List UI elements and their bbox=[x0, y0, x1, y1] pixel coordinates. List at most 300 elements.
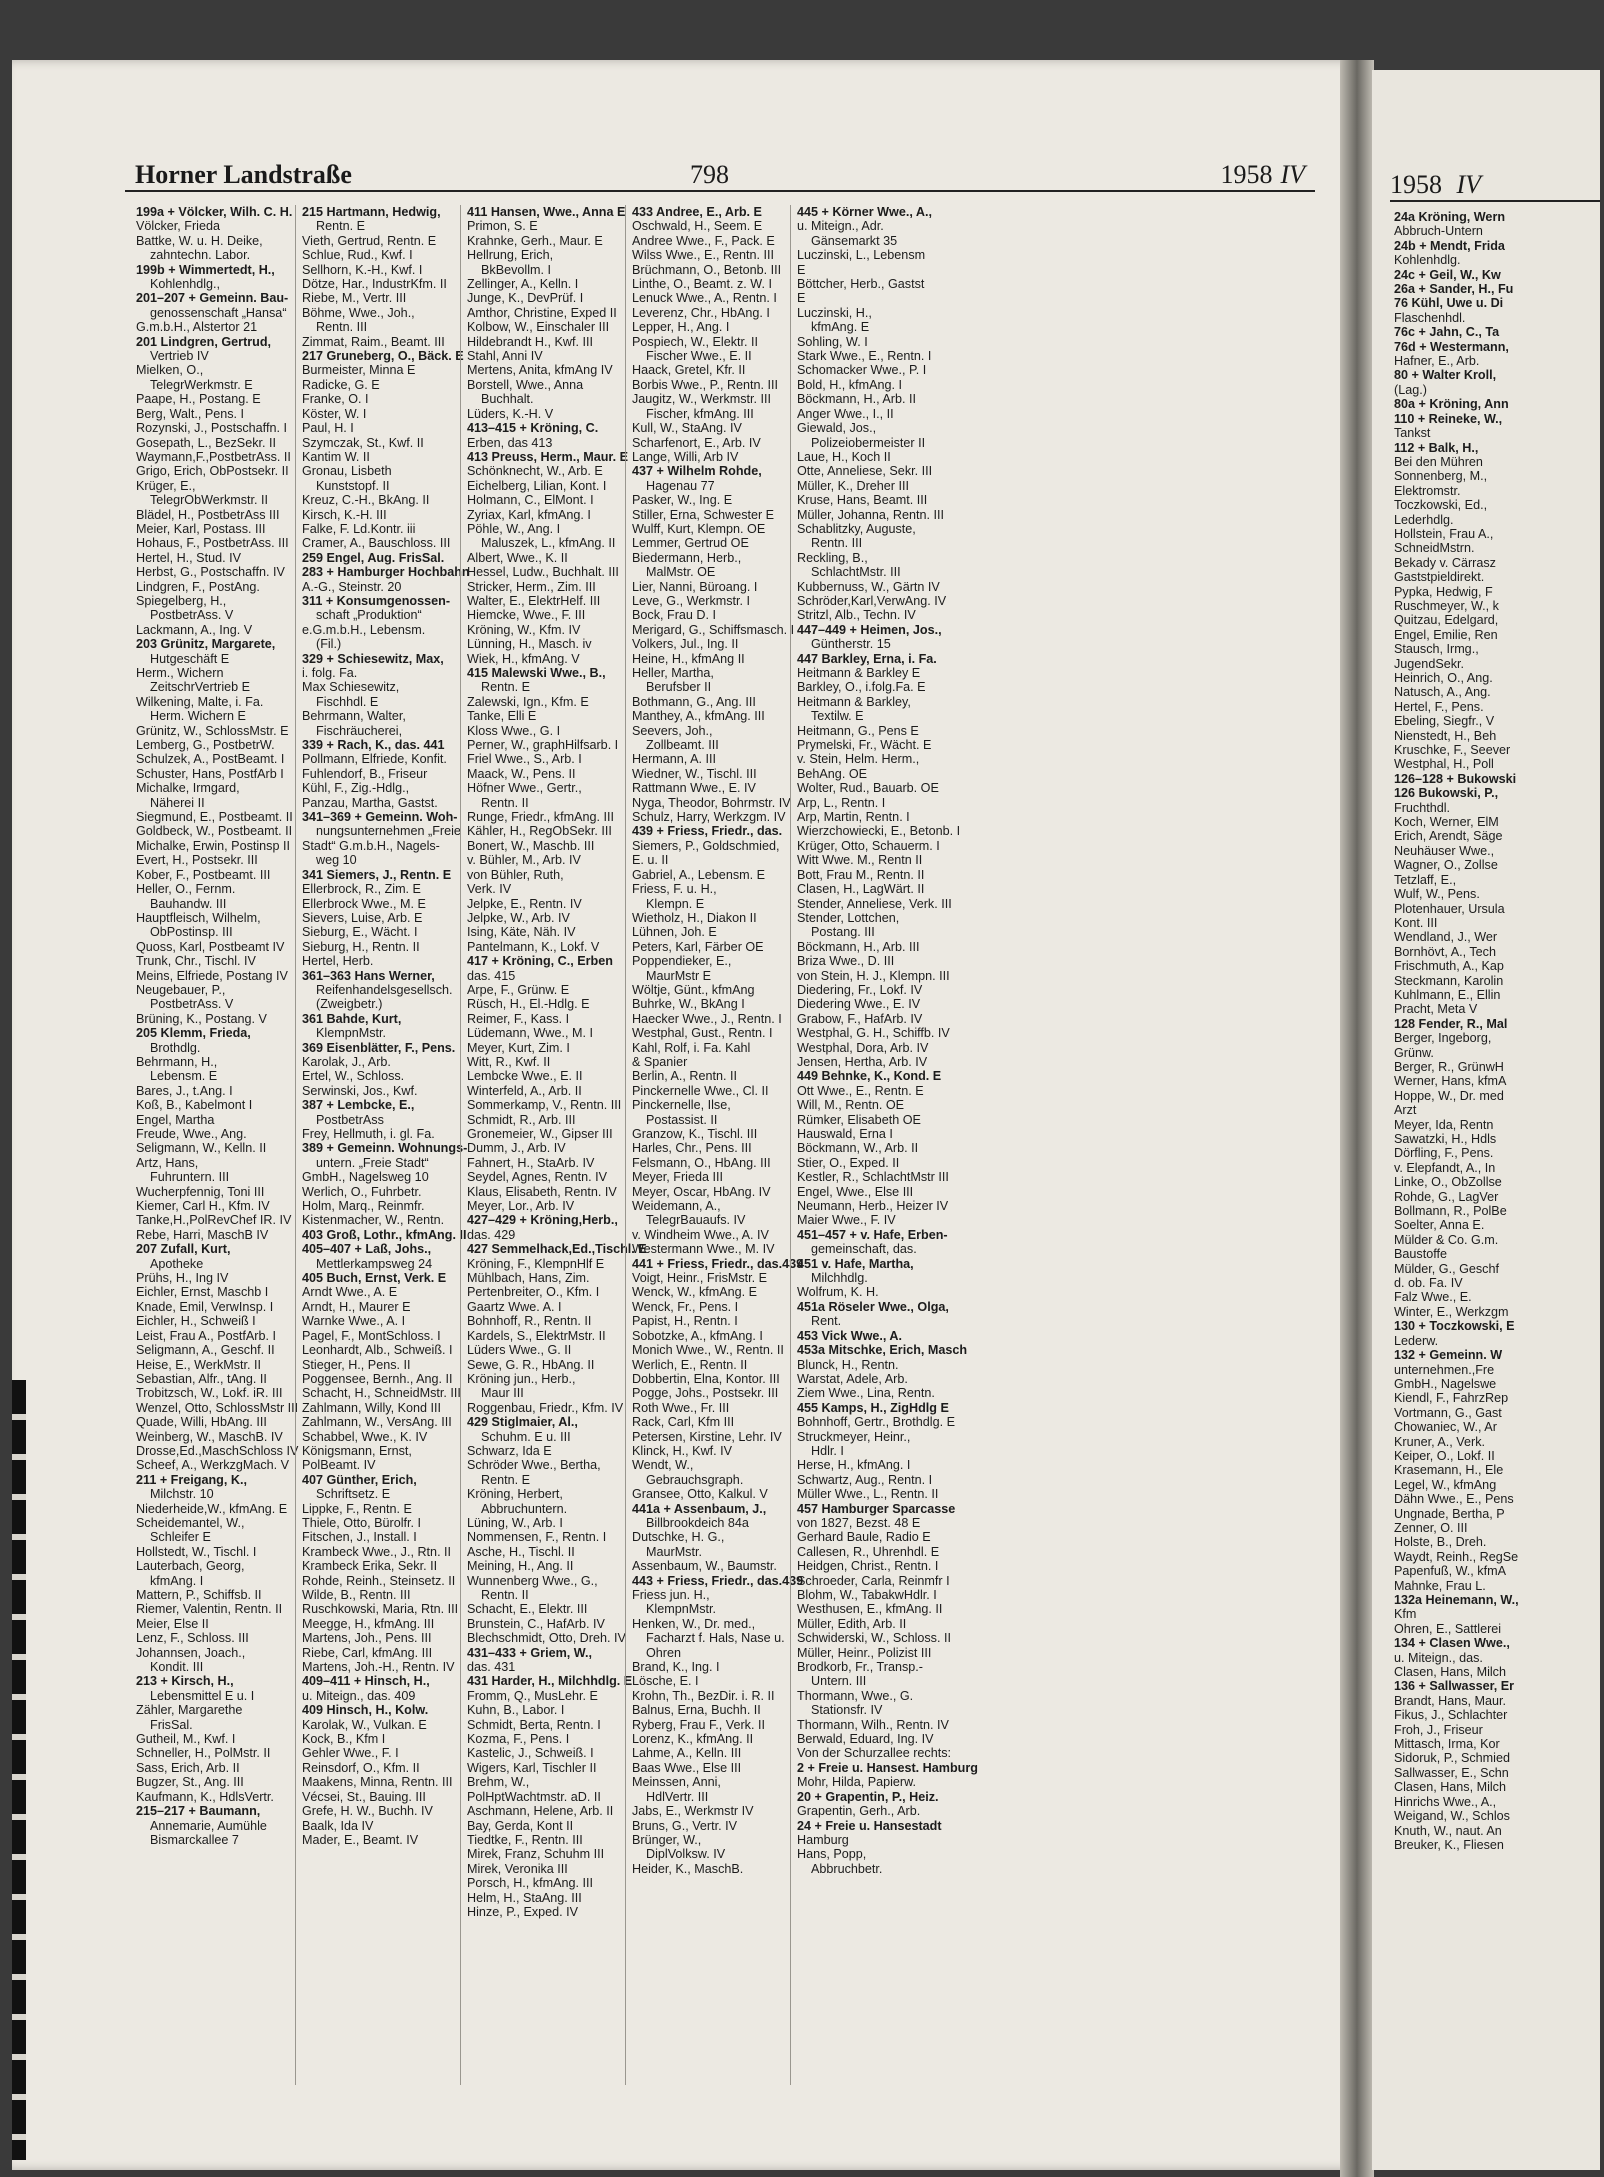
entry-line: Lier, Nanni, Büroang. I bbox=[632, 579, 758, 594]
street-name: Horner Landstraße bbox=[135, 160, 352, 189]
right-entry-line: Elektromstr. bbox=[1394, 483, 1461, 498]
entry-line: Schacht, E., Elektr. III bbox=[467, 1602, 588, 1617]
entry-line: Buhrke, W., BkAng I bbox=[632, 997, 745, 1012]
right-entry-line: Arzt bbox=[1394, 1103, 1417, 1118]
entry-line: Neumann, Herb., Heizer IV bbox=[797, 1199, 949, 1214]
entry-line: Rebe, Harri, MaschB IV bbox=[136, 1227, 269, 1242]
entry-line: Brünger, W., bbox=[632, 1832, 702, 1847]
entry-line: Anger Wwe., I., II bbox=[797, 406, 894, 421]
right-entry-line: Waydt, Reinh., RegSe bbox=[1394, 1549, 1519, 1564]
entry-line: Zollbeamt. III bbox=[646, 738, 719, 753]
entry-line: Nommensen, F., Rentn. I bbox=[467, 1530, 607, 1545]
entry-line: Hohaus, F., PostbetrAss. III bbox=[136, 536, 289, 551]
entry-line: von Bühler, Ruth, bbox=[467, 867, 564, 882]
entry-line: Fischräucherei, bbox=[316, 723, 403, 738]
entry-line: Brüning, K., Postang. V bbox=[136, 1011, 267, 1026]
entry-line: Linthe, O., Beamt. z. W. I bbox=[632, 277, 772, 292]
entry-line: Untern. III bbox=[811, 1674, 867, 1689]
entry-line: Burmeister, Minna E bbox=[302, 363, 416, 378]
entry-line: Walter, E., ElektrHelf. III bbox=[467, 593, 601, 608]
entry-line: Kistenmacher, W., Rentn. bbox=[302, 1213, 445, 1228]
right-entry-line: Engel, Emilie, Ren bbox=[1394, 627, 1498, 642]
right-entry-line: 80a + Kröning, Ann bbox=[1394, 397, 1509, 412]
entry-line: Thormann, Wwe., G. bbox=[797, 1688, 914, 1703]
entry-line: Blädel, H., PostbetrAss III bbox=[136, 507, 280, 522]
right-entry-line: Froh, J., Friseur bbox=[1394, 1722, 1483, 1737]
entry-line: Berg, Walt., Pens. I bbox=[136, 406, 245, 421]
entry-line: Lange, Willi, Arb IV bbox=[632, 449, 739, 464]
entry-line: Böckmann, H., Arb. II bbox=[797, 392, 916, 407]
entry-line: Krambeck Erika, Sekr. II bbox=[302, 1559, 438, 1574]
entry-line: Lüdemann, Wwe., M. I bbox=[467, 1026, 593, 1041]
entry-line: Petersen, Kirstine, Lehr. IV bbox=[632, 1429, 782, 1444]
entry-line: Evert, H., Postsekr. III bbox=[136, 853, 258, 868]
entry-line: 213 + Kirsch, H., bbox=[136, 1674, 234, 1689]
entry-line: Lühnen, Joh. E bbox=[632, 925, 717, 940]
entry-line: Winterfeld, A., Arb. II bbox=[467, 1083, 582, 1098]
entry-line: 453 Vick Wwe., A. bbox=[797, 1328, 902, 1343]
entry-line: Behrmann, H., bbox=[136, 1054, 218, 1069]
entry-line: Westphal, Gust., Rentn. I bbox=[632, 1026, 773, 1041]
entry-line: Westermann Wwe., M. IV bbox=[632, 1242, 775, 1257]
entry-line: Westphal, Dora, Arb. IV bbox=[797, 1040, 929, 1055]
right-entry-line: Steckmann, Karolin bbox=[1394, 973, 1504, 988]
entry-line: Arp, Martin, Rentn. I bbox=[797, 810, 910, 825]
right-entry-line: Meyer, Ida, Rentn bbox=[1394, 1117, 1494, 1132]
right-entry-line: Westphal, H., Poll bbox=[1394, 757, 1494, 772]
right-entry-line: Rohde, G., LagVer bbox=[1394, 1189, 1499, 1204]
entry-line: Grünitz, W., SchlossMstr. E bbox=[136, 723, 289, 738]
entry-line: Meegge, H., kfmAng. III bbox=[302, 1616, 435, 1631]
right-entry-line: Krasemann, H., Ele bbox=[1394, 1463, 1504, 1478]
entry-line: Krüger, Otto, Schauerm. I bbox=[797, 838, 940, 853]
entry-line: & Spanier bbox=[632, 1054, 688, 1069]
entry-line: weg 10 bbox=[316, 853, 357, 868]
entry-line: Sohling, W. I bbox=[797, 334, 868, 349]
entry-line: Leverenz, Chr., HbAng. I bbox=[632, 305, 770, 320]
entry-line: Bay, Gerda, Kont II bbox=[467, 1818, 574, 1833]
entry-line: Borbis Wwe., P., Rentn. III bbox=[632, 377, 779, 392]
entry-line: Luczinski, L., Lebensm bbox=[797, 248, 926, 263]
entry-line: Monich Wwe., W., Rentn. II bbox=[632, 1343, 784, 1358]
right-entry-line: Abbruch-Untern bbox=[1394, 224, 1483, 239]
entry-line: Bott, Frau M., Rentn. II bbox=[797, 867, 925, 882]
entry-line: Heitmann, G., Pens E bbox=[797, 723, 919, 738]
entry-line: 2 + Freie u. Hansest. Hamburg bbox=[797, 1760, 978, 1775]
entry-line: 427 Semmelhack,Ed.,Tischl. E bbox=[467, 1242, 647, 1257]
entry-line: Rentn. E bbox=[481, 680, 531, 695]
entry-line: 207 Zufall, Kurt, bbox=[136, 1242, 231, 1257]
entry-line: Wierzchowiecki, E., Betonb. I bbox=[797, 824, 961, 839]
entry-line: Schmidt, R., Arb. III bbox=[467, 1112, 576, 1127]
right-entry-line: 132a Heinemann, W., bbox=[1394, 1593, 1519, 1607]
right-entry-line: 24a Kröning, Wern bbox=[1394, 210, 1506, 224]
entry-line: Ising, Käte, Näh. IV bbox=[467, 925, 576, 940]
entry-line: Poggensee, Bernh., Ang. II bbox=[302, 1371, 453, 1386]
entry-line: Kozma, F., Pens. I bbox=[467, 1732, 570, 1747]
entry-line: Schneller, H., PolMstr. II bbox=[136, 1746, 271, 1761]
entry-line: Kull, W., StaAng. IV bbox=[632, 421, 742, 436]
right-entry-line: Mahnke, Frau L. bbox=[1394, 1578, 1486, 1593]
entry-line: Zyriax, Karl, kfmAng. I bbox=[467, 507, 591, 522]
entry-line: 417 + Kröning, C., Erben bbox=[467, 954, 613, 969]
entry-line: Milchstr. 10 bbox=[150, 1487, 214, 1502]
entry-line: E bbox=[797, 291, 806, 306]
entry-line: Blechschmidt, Otto, Dreh. IV bbox=[467, 1631, 626, 1646]
entry-line: Verk. IV bbox=[467, 882, 512, 897]
entry-line: 407 Günther, Erich, bbox=[302, 1472, 417, 1487]
entry-line: Schacht, H., SchneidMstr. III bbox=[302, 1386, 461, 1401]
entry-line: Mettlerkampsweg 24 bbox=[316, 1256, 433, 1271]
entry-line: PostbetrAss bbox=[316, 1112, 384, 1127]
entry-line: Trobitzsch, W., Lokf. iR. III bbox=[136, 1386, 283, 1401]
entry-line: Arndt, H., Maurer E bbox=[302, 1299, 411, 1314]
entry-line: Kondit. III bbox=[150, 1660, 204, 1675]
entry-line: Thormann, Wilh., Rentn. IV bbox=[797, 1717, 949, 1732]
right-entry-line: Berger, R., GrünwH bbox=[1394, 1059, 1504, 1074]
entry-line: Schröder,Karl,VerwAng. IV bbox=[797, 593, 947, 608]
right-entry-line: Toczkowski, Ed., bbox=[1394, 498, 1488, 513]
entry-line: Albert, Wwe., K. II bbox=[467, 550, 568, 565]
entry-line: Barkley, O., i.folg.Fa. E bbox=[797, 680, 926, 695]
entry-line: Perner, W., graphHilfsarb. I bbox=[467, 738, 619, 753]
entry-line: Schomacker Wwe., P. I bbox=[797, 363, 927, 378]
entry-line: Schriftsetz. E bbox=[316, 1487, 391, 1502]
entry-line: 411 Hansen, Wwe., Anna E bbox=[467, 205, 626, 219]
entry-line: Granzow, K., Tischl. III bbox=[632, 1127, 758, 1141]
entry-line: Mielken, O., bbox=[136, 363, 204, 378]
entry-line: Krohn, Th., BezDir. i. R. II bbox=[632, 1688, 775, 1703]
entry-line: 405 Buch, Ernst, Verk. E bbox=[302, 1271, 447, 1286]
entry-line: Seligmann, A., Geschf. II bbox=[136, 1343, 275, 1358]
entry-line: Rüsch, H., El.-Hdlg. E bbox=[467, 997, 590, 1012]
right-entry-line: Vortmann, G., Gast bbox=[1394, 1405, 1502, 1420]
entry-line: Riebe, Carl, kfmAng. III bbox=[302, 1645, 433, 1660]
entry-line: das. 415 bbox=[467, 968, 516, 983]
entry-line: Ruschkowski, Maria, Rtn. III bbox=[302, 1602, 459, 1617]
column-5 bbox=[790, 205, 978, 2085]
entry-line: Schulzek, A., PostBeamt. I bbox=[136, 752, 285, 767]
entry-line: Vieth, Gertrud, Rentn. E bbox=[302, 233, 437, 248]
entry-line: Goldbeck, W., Postbeamt. II bbox=[136, 824, 293, 839]
entry-line: v. Stein, Helm. Herm., bbox=[797, 752, 920, 767]
entry-line: Völcker, Frieda bbox=[136, 219, 220, 234]
entry-line: 20 + Grapentin, P., Heiz. bbox=[797, 1789, 939, 1804]
right-entry-line: Ebeling, Siegfr., V bbox=[1394, 714, 1495, 729]
entry-line: Serwinski, Jos., Kwf. bbox=[302, 1083, 418, 1098]
entry-line: Sellhorn, K.-H., Kwf. I bbox=[302, 262, 423, 277]
entry-line: 439 + Friess, Friedr., das. bbox=[632, 824, 783, 839]
right-entry-line: Stausch, Irmg., bbox=[1394, 642, 1479, 657]
entry-line: Lindgren, F., PostAng. bbox=[136, 579, 260, 594]
right-entry-line: Kruner, A., Verk. bbox=[1394, 1434, 1486, 1449]
entry-line: BehAng. OE bbox=[797, 766, 868, 781]
entry-line: Heider, K., MaschB. bbox=[632, 1861, 744, 1876]
entry-line: Müller Wwe., L., Rentn. II bbox=[797, 1487, 939, 1502]
entry-line: Reinsdorf, O., Kfm. II bbox=[302, 1760, 420, 1775]
entry-line: Clasen, H., LagWärt. II bbox=[797, 882, 925, 897]
entry-line: 341–369 + Gemeinn. Woh- bbox=[302, 810, 458, 825]
entry-line: Trunk, Chr., Tischl. IV bbox=[136, 954, 256, 969]
entry-line: 445 + Körner Wwe., A., bbox=[797, 205, 932, 219]
entry-line: Gutheil, M., Kwf. I bbox=[136, 1732, 236, 1747]
right-entry-line: Dähn Wwe., E., Pens bbox=[1394, 1492, 1514, 1507]
entry-line: Tanke, Elli E bbox=[467, 709, 537, 724]
right-entry-line: 126–128 + Bukowski bbox=[1394, 771, 1517, 786]
right-entry-line: u. Miteign., das. bbox=[1394, 1650, 1483, 1665]
entry-line: Textilw. E bbox=[811, 709, 864, 724]
right-entry-line: unternehmen.,Fre bbox=[1394, 1362, 1495, 1377]
entry-line: Sass, Erich, Arb. II bbox=[136, 1760, 240, 1775]
entry-line: Ryberg, Frau F., Verk. II bbox=[632, 1717, 765, 1732]
entry-line: Schmidt, Berta, Rentn. I bbox=[467, 1717, 601, 1732]
entry-line: KlempnMstr. bbox=[316, 1026, 386, 1041]
entry-line: Bauhandw. III bbox=[150, 896, 227, 911]
entry-line: A.-G., Steinstr. 20 bbox=[302, 579, 402, 594]
entry-line: Mirek, Veronika III bbox=[467, 1861, 568, 1876]
entry-line: von Stein, H. J., Klempn. III bbox=[797, 968, 950, 983]
entry-line: Briza Wwe., D. III bbox=[797, 954, 895, 969]
entry-line: Gebrauchsgraph. bbox=[646, 1472, 744, 1487]
entry-line: Zahlmann, W., VersAng. III bbox=[302, 1415, 452, 1430]
entry-line: 441a + Assenbaum, J., bbox=[632, 1501, 767, 1516]
entry-line: 329 + Schiesewitz, Max, bbox=[302, 651, 444, 666]
entry-line: Kubbernuss, W., Gärtn IV bbox=[797, 579, 940, 594]
entry-line: Milchhdlg. bbox=[811, 1271, 868, 1286]
right-entry-line: Pypka, Hedwig, F bbox=[1394, 584, 1493, 599]
entry-line: Rentn. II bbox=[481, 1588, 529, 1602]
entry-line: 201 Lindgren, Gertrud, bbox=[136, 334, 272, 349]
entry-line: 361 Bahde, Kurt, bbox=[302, 1011, 402, 1026]
entry-line: Königsmann, Ernst, bbox=[302, 1443, 412, 1458]
entry-line: Seevers, Joh., bbox=[632, 723, 713, 738]
entry-line: Kahl, Rolf, i. Fa. Kahl bbox=[632, 1040, 751, 1055]
entry-line: Postang. III bbox=[811, 925, 875, 940]
entry-line: Stender, Lottchen, bbox=[797, 910, 900, 925]
entry-line: Bock, Frau D. I bbox=[632, 608, 716, 623]
entry-line: SchlachtMstr. III bbox=[811, 565, 901, 580]
entry-line: Michalke, Erwin, Postinsp II bbox=[136, 838, 290, 853]
entry-line: Radicke, G. E bbox=[302, 377, 380, 392]
entry-line: Heidgen, Christ., Rentn. I bbox=[797, 1559, 939, 1574]
entry-line: 443 + Friess, Friedr., das.439 bbox=[632, 1573, 804, 1588]
entry-line: Schröder Wwe., Bertha, bbox=[467, 1458, 601, 1473]
entry-line: Zalewski, Ign., Kfm. E bbox=[467, 694, 589, 709]
entry-line: Friess jun. H., bbox=[632, 1588, 710, 1602]
entry-line: Merigard, G., Schiffsmasch. I bbox=[632, 622, 795, 637]
entry-line: Gransee, Otto, Kalkul. V bbox=[632, 1487, 768, 1502]
entry-line: Stender, Anneliese, Verk. III bbox=[797, 896, 952, 911]
entry-line: Schwiderski, W., Schloss. II bbox=[797, 1631, 951, 1646]
right-entry-line: Nienstedt, H., Beh bbox=[1394, 728, 1497, 743]
right-entry-line: Wagner, O., Zollse bbox=[1394, 858, 1498, 873]
entry-line: Engel, Martha bbox=[136, 1112, 215, 1127]
right-entry-line: Wendland, J., Wer bbox=[1394, 930, 1498, 945]
right-entry-line: Natusch, A., Ang. bbox=[1394, 685, 1491, 700]
entry-line: Müller, Johanna, Rentn. III bbox=[797, 507, 945, 522]
entry-line: nungsunternehmen „Freie bbox=[316, 824, 461, 839]
entry-line: i. folg. Fa. bbox=[302, 666, 358, 680]
entry-line: Martens, Joh.-H., Rentn. IV bbox=[302, 1660, 455, 1675]
entry-line: Hellrung, Erich, bbox=[467, 248, 554, 263]
entry-line: Meins, Elfriede, Postang IV bbox=[136, 968, 288, 983]
entry-line: Siemers, P., Goldschmied, bbox=[632, 838, 780, 853]
entry-line: 413–415 + Kröning, C. bbox=[467, 421, 599, 436]
entry-line: Michalke, Irmgard, bbox=[136, 781, 240, 796]
entry-line: Bares, J., t.Ang. I bbox=[136, 1083, 233, 1098]
entry-line: Klaus, Elisabeth, Rentn. IV bbox=[467, 1184, 617, 1199]
entry-line: 389 + Gemeinn. Wohnungs- bbox=[302, 1141, 468, 1156]
entry-line: Hauptfleisch, Wilhelm, bbox=[136, 910, 261, 925]
entry-line: 429 Stiglmaier, Al., bbox=[467, 1415, 578, 1430]
right-entry-line: SchneidMstrn. bbox=[1394, 541, 1475, 556]
entry-line: Rentn. III bbox=[316, 320, 368, 335]
entry-line: Baas Wwe., Else III bbox=[632, 1760, 742, 1775]
entry-line: Schlue, Rud., Kwf. I bbox=[302, 248, 413, 263]
entry-line: Meyer, Kurt, Zim. I bbox=[467, 1040, 570, 1055]
page-number: 798 bbox=[690, 160, 729, 189]
entry-line: Panzau, Martha, Gastst. bbox=[302, 795, 438, 810]
year: 1958 bbox=[1220, 160, 1273, 189]
entry-line: Riebe, M., Vertr. III bbox=[302, 291, 407, 306]
entry-line: PostbetrAss. V bbox=[150, 608, 234, 623]
entry-line: Wulff, Kurt, Klempn. OE bbox=[632, 521, 766, 536]
entry-line: Weinberg, W., MaschB. IV bbox=[136, 1429, 283, 1444]
entry-line: Balnus, Erna, Buchh. II bbox=[632, 1703, 761, 1718]
entry-line: Hertel, H., Stud. IV bbox=[136, 550, 241, 565]
entry-line: Maier Wwe., F. IV bbox=[797, 1213, 896, 1228]
entry-line: Mühlbach, Hans, Zim. bbox=[467, 1271, 590, 1286]
entry-line: Grigo, Erich, ObPostsekr. II bbox=[136, 464, 289, 479]
entry-line: Jensen, Hertha, Arb. IV bbox=[797, 1054, 928, 1069]
entry-line: 24 + Freie u. Hansestadt bbox=[797, 1818, 942, 1833]
entry-line: Werlich, O., Fuhrbetr. bbox=[302, 1184, 422, 1199]
entry-line: Bohnhoff, Gertr., Brothdlg. E bbox=[797, 1415, 955, 1430]
right-entry-line: d. ob. Fa. IV bbox=[1394, 1276, 1463, 1291]
entry-line: Kantim W. II bbox=[302, 449, 370, 464]
right-entry-line: Tetzlaff, E., bbox=[1394, 872, 1457, 887]
right-entry-line: Brandt, Hans, Maur. bbox=[1394, 1693, 1506, 1708]
entry-line: Meyer, Lor., Arb. IV bbox=[467, 1199, 575, 1214]
entry-line: Blunck, H., Rentn. bbox=[797, 1357, 899, 1372]
entry-line: u. Miteign., Adr. bbox=[797, 219, 884, 234]
entry-line: Von der Schurzallee rechts: bbox=[797, 1746, 952, 1761]
entry-line: Zähler, Margarethe bbox=[136, 1703, 243, 1718]
entry-line: Pollmann, Elfriede, Konfit. bbox=[302, 752, 447, 767]
entry-line: 431 Harder, H., Milchhdlg. E bbox=[467, 1674, 633, 1689]
entry-line: Zimmat, Raim., Beamt. III bbox=[302, 334, 445, 349]
entry-line: Bonert, W., Maschb. III bbox=[467, 838, 595, 853]
entry-line: Drosse,Ed.,MaschSchloss IV bbox=[136, 1443, 299, 1458]
entry-line: Lippke, F., Rentn. E bbox=[302, 1501, 412, 1516]
entry-line: Volkers, Jul., Ing. II bbox=[632, 637, 739, 652]
entry-line: Aschmann, Helene, Arb. II bbox=[467, 1804, 614, 1819]
entry-line: Fuhruntern. III bbox=[150, 1170, 230, 1185]
entry-line: Klempn. E bbox=[646, 896, 705, 911]
entry-line: von 1827, Bezst. 48 E bbox=[797, 1515, 921, 1530]
entry-line: 387 + Lembcke, E., bbox=[302, 1098, 415, 1113]
entry-line: Paul, H. I bbox=[302, 421, 354, 436]
entry-line: Arpe, F., Grünw. E bbox=[467, 982, 570, 997]
entry-line: Hiemcke, Wwe., F. III bbox=[467, 608, 586, 623]
entry-line: KlempnMstr. bbox=[646, 1602, 716, 1617]
right-entry-line: (Lag.) bbox=[1394, 382, 1427, 397]
entry-line: Gänsemarkt 35 bbox=[811, 233, 898, 248]
right-entry-line: Zenner, O. III bbox=[1394, 1520, 1468, 1535]
entry-line: 405–407 + Laß, Johs., bbox=[302, 1242, 432, 1257]
right-entry-line: Bollmann, R., PolBe bbox=[1394, 1204, 1507, 1219]
right-entry-line: Winter, E., Werkzgm bbox=[1394, 1304, 1509, 1319]
entry-line: Manthey, A., kfmAng. III bbox=[632, 709, 765, 724]
entry-line: v. Bühler, M., Arb. IV bbox=[467, 853, 581, 868]
entry-line: Kastelic, J., Schweiß. I bbox=[467, 1746, 594, 1761]
entry-line: Rentn. E bbox=[481, 1472, 531, 1487]
entry-line: (Fil.) bbox=[316, 637, 342, 652]
entry-line: Rozynski, J., Postschaffn. I bbox=[136, 421, 287, 436]
entry-line: Brothdlg. bbox=[150, 1040, 201, 1055]
entry-line: Billbrookdeich 84a bbox=[646, 1515, 749, 1530]
entry-line: Cramer, A., Bauschloss. III bbox=[302, 536, 451, 551]
entry-line: Pospiech, W., Elektr. II bbox=[632, 334, 758, 349]
entry-line: 409 Hinsch, H., Kolw. bbox=[302, 1703, 429, 1718]
right-entry-line: Lederhdlg. bbox=[1394, 512, 1454, 527]
entry-line: Heller, O., Fernm. bbox=[136, 882, 236, 897]
entry-line: Müller, K., Dreher III bbox=[797, 478, 909, 493]
entry-line: 403 Groß, Lothr., kfmAng. II bbox=[302, 1227, 467, 1242]
entry-line: Heitmann & Barkley, bbox=[797, 694, 911, 709]
entry-line: Meyer, Oscar, HbAng. IV bbox=[632, 1184, 771, 1199]
entry-line: Wunnenberg Wwe., G., bbox=[467, 1573, 598, 1588]
entry-line: Berwald, Eduard, Ing. IV bbox=[797, 1732, 934, 1747]
entry-line: 451–457 + v. Hafe, Erben- bbox=[797, 1227, 948, 1242]
entry-line: Kirsch, K.-H. III bbox=[302, 507, 387, 522]
entry-line: Bismarckallee 7 bbox=[150, 1832, 239, 1847]
entry-line: Hamburg bbox=[797, 1832, 849, 1847]
entry-line: 451a Röseler Wwe., Olga, bbox=[797, 1299, 949, 1314]
entry-line: Sebastian, Alfr., tAng. II bbox=[136, 1371, 267, 1386]
entry-line: Scheidemantel, W., bbox=[136, 1515, 245, 1530]
entry-line: Stier, O., Exped. II bbox=[797, 1155, 900, 1170]
entry-line: Biedermann, Herb., bbox=[632, 550, 742, 565]
entry-line: Will, M., Rentn. OE bbox=[797, 1098, 905, 1113]
entry-line: MaurMstr. bbox=[646, 1544, 702, 1559]
entry-line: Gronau, Lisbeth bbox=[302, 464, 392, 479]
right-entry-line: Legel, W., kfmAng bbox=[1394, 1477, 1497, 1492]
entry-line: Rentn. E bbox=[316, 219, 366, 234]
entry-line: Stricker, Herm., Zim. III bbox=[467, 579, 596, 594]
entry-line: 283 + Hamburger Hochbahn bbox=[302, 565, 470, 580]
entry-line: Gronemeier, W., Gipser III bbox=[467, 1127, 613, 1141]
entry-line: Wietholz, H., Diakon II bbox=[632, 910, 757, 925]
entry-line: Ziem Wwe., Lina, Rentn. bbox=[797, 1386, 935, 1401]
entry-line: Heitmann & Barkley E bbox=[797, 666, 921, 680]
right-entry-line: 136 + Sallwasser, Er bbox=[1394, 1679, 1515, 1694]
entry-line: Riemer, Valentin, Rentn. II bbox=[136, 1602, 283, 1617]
entry-line: Gosepath, L., BezSekr. II bbox=[136, 435, 277, 450]
entry-line: Schablitzky, Auguste, bbox=[797, 521, 916, 536]
entry-line: Grabow, F., HafArb. IV bbox=[797, 1011, 923, 1026]
entry-line: Poppendieker, E., bbox=[632, 954, 732, 969]
entry-line: Fahnert, H., StaArb. IV bbox=[467, 1155, 595, 1170]
entry-line: Wucherpfennig, Toni III bbox=[136, 1184, 265, 1199]
right-entry-line: Erich, Arendt, Säge bbox=[1394, 829, 1503, 844]
entry-line: Holmann, C., ElMont. I bbox=[467, 493, 594, 508]
right-entry-line: Neuhäuser Wwe., bbox=[1394, 843, 1495, 858]
right-entry-line: Frischmuth, A., Kap bbox=[1394, 959, 1504, 974]
entry-line: 201–207 + Gemeinn. Bau- bbox=[136, 291, 289, 306]
entry-line: Stadt“ G.m.b.H., Nagels- bbox=[302, 838, 440, 853]
entry-line: Oschwald, H., Seem. E bbox=[632, 219, 763, 234]
